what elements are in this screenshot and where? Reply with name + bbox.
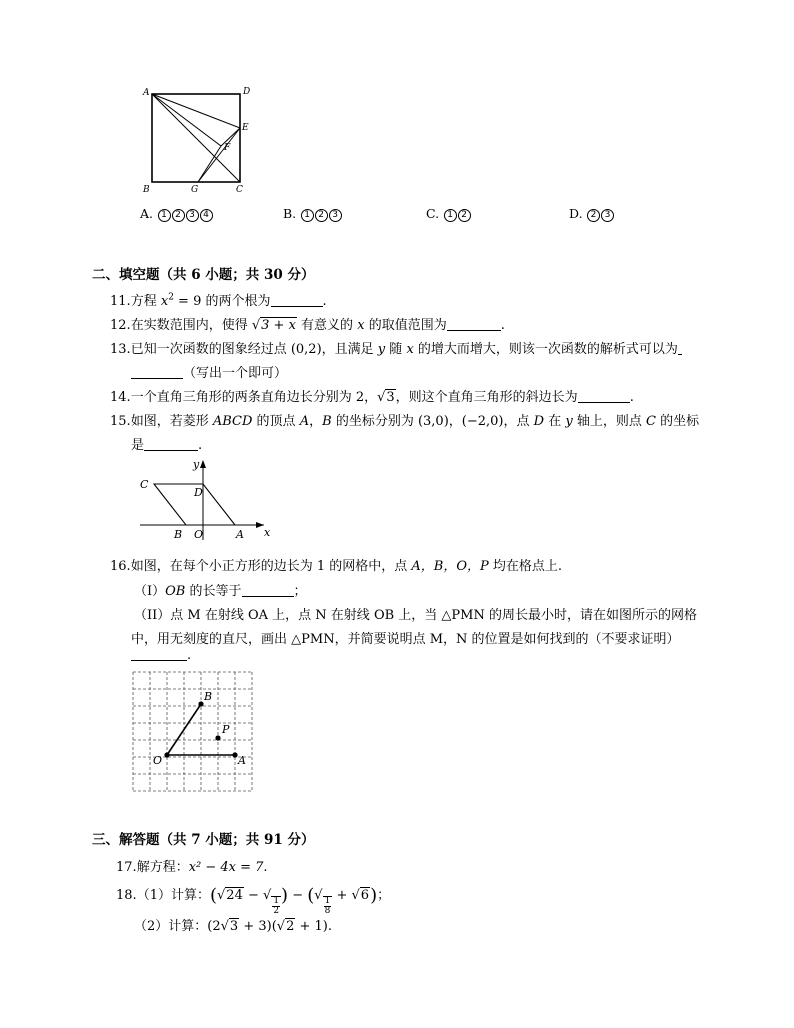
question-18-part1: 18.（1）计算：(√24 − √ $\frac{1}{2}$ ) − (√ $\frac{1}{8}$ + √6)； bbox=[116, 885, 391, 916]
label-a: A bbox=[143, 88, 150, 98]
question-17: 17.解方程：x² − 4x = 7. bbox=[116, 860, 268, 875]
label-d: D bbox=[243, 87, 251, 97]
question-15-line2: 是 . bbox=[131, 438, 203, 453]
question-18-part2: （2）计算：(2√3 + 3)(√2 + 1). bbox=[134, 919, 332, 934]
answer-blank[interactable] bbox=[447, 318, 501, 331]
circle-1: 1 bbox=[444, 209, 457, 222]
option-b-letter: B. bbox=[283, 206, 297, 221]
circle-1: 1 bbox=[158, 209, 171, 222]
figure-grid bbox=[128, 667, 254, 793]
label-e: E bbox=[242, 123, 249, 133]
fig2-label-a: A bbox=[236, 528, 244, 541]
question-12: 12.在实数范围内，使得 √3 + x 有意义的 x 的取值范围为 . bbox=[110, 318, 505, 333]
fig3-label-a: A bbox=[238, 754, 246, 767]
label-g: G bbox=[191, 185, 199, 195]
fig2-label-o: O bbox=[194, 528, 204, 541]
circle-4: 4 bbox=[200, 209, 213, 222]
circle-3: 3 bbox=[601, 209, 614, 222]
section-3-title: 三、解答题（共 7 小题；共 91 分） bbox=[92, 832, 315, 848]
option-d-letter: D. bbox=[569, 206, 583, 221]
circle-2: 2 bbox=[587, 209, 600, 222]
label-b: B bbox=[143, 185, 150, 195]
question-16: 16.如图，在每个小正方形的边长为 1 的网格中，点 A，B，O，P 均在格点上. bbox=[110, 559, 563, 574]
answer-blank[interactable] bbox=[144, 438, 198, 451]
circle-3: 3 bbox=[329, 209, 342, 222]
question-13: 13.已知一次函数的图象经过点 (0,2)，且满足 y 随 x 的增大而增大，则该一次函数的解析式可以为 bbox=[110, 338, 682, 357]
option-a-letter: A. bbox=[140, 206, 154, 221]
fig3-label-b: B bbox=[204, 690, 213, 703]
answer-blank[interactable] bbox=[242, 584, 294, 597]
circle-2: 2 bbox=[458, 209, 471, 222]
circle-2: 2 bbox=[315, 209, 328, 222]
answer-blank[interactable] bbox=[131, 648, 187, 661]
circle-2: 2 bbox=[172, 209, 185, 222]
fig2-label-y: y bbox=[193, 458, 200, 471]
question-11: 11.方程 $x^2 = 9$ 的两个根为 . bbox=[110, 292, 327, 309]
option-c-letter: C. bbox=[426, 206, 440, 221]
circle-3: 3 bbox=[186, 209, 199, 222]
question-16-part2: （II）点 M 在射线 OA 上，点 N 在射线 OB 上，当 △PMN 的周长最小时，请在如图所示的网格 bbox=[134, 608, 697, 623]
question-16-part1: （I）OB 的长等于 ； bbox=[134, 584, 307, 599]
option-b[interactable] bbox=[283, 206, 342, 222]
answer-blank[interactable] bbox=[131, 366, 183, 379]
answer-blank[interactable] bbox=[271, 294, 323, 307]
question-13-line2: （写出一个即可） bbox=[131, 362, 287, 381]
figure-square-abcd bbox=[138, 84, 258, 196]
label-c: C bbox=[236, 185, 243, 195]
answer-blank[interactable] bbox=[578, 390, 630, 403]
question-15: 15.如图，若菱形 ABCD 的顶点 A，B 的坐标分别为 (3,0)，(−2,0)，点 D 在 y 轴上，则点 C 的坐标 bbox=[110, 414, 700, 429]
option-a[interactable] bbox=[140, 206, 213, 222]
question-16-part2-line2: 中，用无刻度的直尺，画出 △PMN，并简要说明点 M，N 的位置是如何找到的（不要求证明） bbox=[131, 632, 680, 647]
fig3-label-p: P bbox=[222, 723, 230, 736]
fig3-label-o: O bbox=[153, 754, 163, 767]
section-2-title: 二、填空题（共 6 小题；共 30 分） bbox=[92, 267, 315, 283]
fig2-label-d: D bbox=[194, 486, 203, 499]
fig2-label-b: B bbox=[174, 528, 183, 541]
question-14: 14.一个直角三角形的两条直角边长分别为 2，√3，则这个直角三角形的斜边长为 . bbox=[110, 390, 634, 405]
option-c[interactable] bbox=[426, 206, 471, 222]
fig2-label-x: x bbox=[264, 526, 271, 539]
figure-rhombus-axes bbox=[136, 456, 281, 542]
option-d[interactable] bbox=[569, 206, 615, 222]
label-f: F bbox=[224, 143, 231, 153]
fig2-label-c: C bbox=[140, 478, 149, 491]
circle-1: 1 bbox=[301, 209, 314, 222]
question-16-part2-line3: . bbox=[131, 648, 191, 663]
